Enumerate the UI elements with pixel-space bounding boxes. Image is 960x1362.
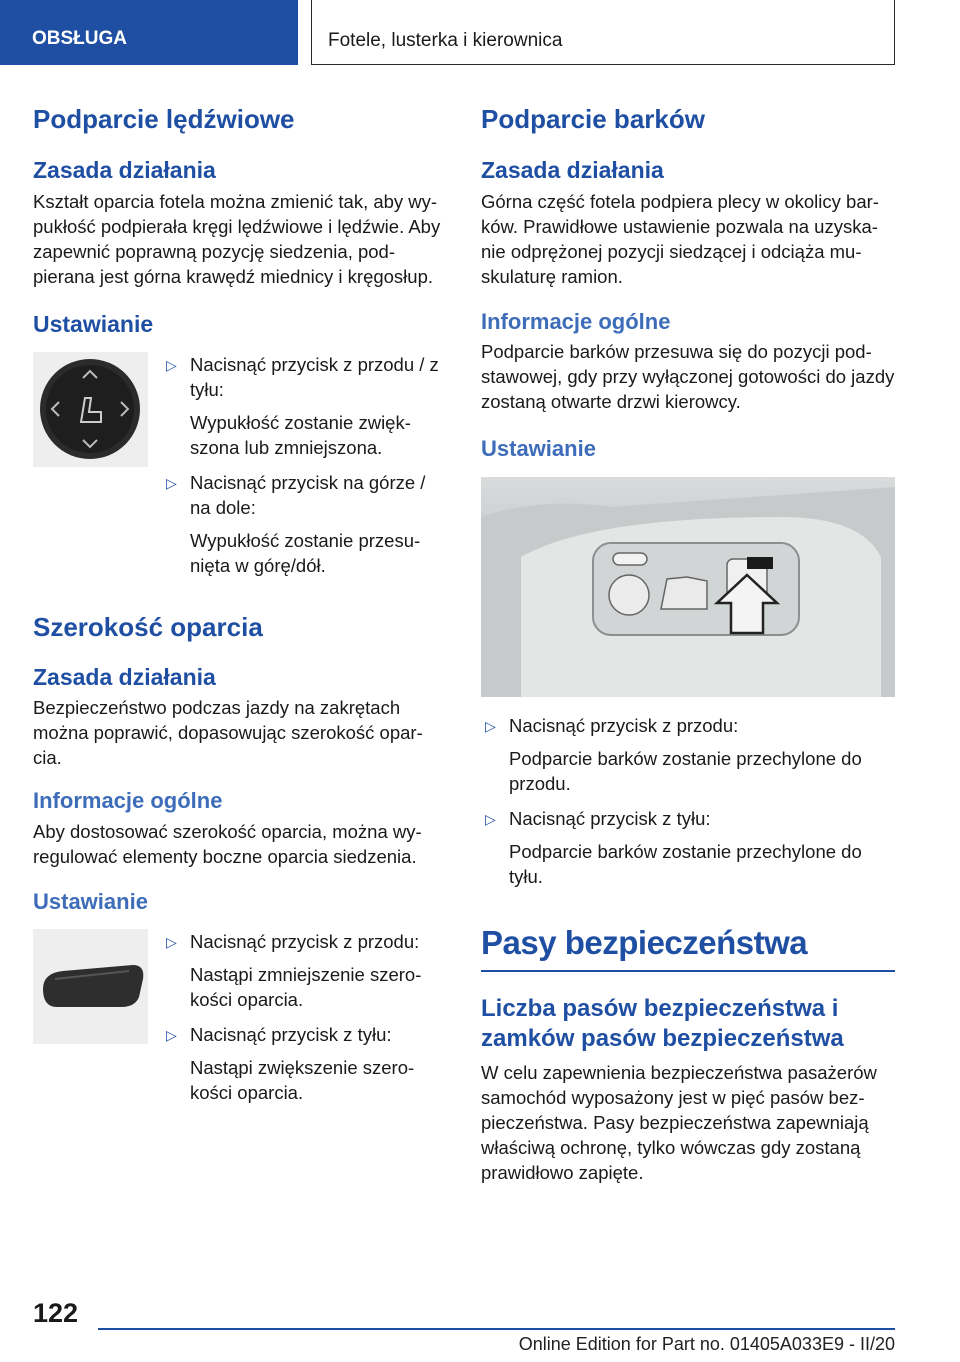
step-action: Nacisnąć przycisk z przodu:	[190, 930, 420, 952]
belts-chapter-title: Pasy bezpieczeństwa	[481, 923, 895, 973]
step-result: Wypukłość zostanie zwiększona lub zmniejszona.	[190, 412, 411, 459]
list-item	[162, 352, 443, 460]
bullet-triangle-icon: ▷	[166, 1026, 177, 1043]
step-result: Nastąpi zmniejszenie szerokości oparcia.	[190, 963, 422, 1010]
seat-switch-illustration-icon	[481, 477, 895, 697]
chapter-title: Fotele, lusterka i kierownica	[311, 0, 895, 65]
step-action: Nacisnąć przycisk z przodu / z tyłu:	[190, 354, 439, 401]
lumbar-dial-icon	[33, 352, 148, 467]
width-general-heading: Informacje ogólne	[33, 788, 223, 814]
step-result: Nastąpi zwiększenie szerokości oparcia.	[190, 1056, 415, 1103]
step-action: Nacisnąć przycisk z tyłu:	[509, 807, 711, 829]
step-result: Podparcie barków zostanie przechylone do przodu.	[509, 747, 862, 794]
left-column	[33, 96, 443, 1105]
step-result: Podparcie barków zostanie przechylone do tyłu.	[509, 840, 862, 887]
lumbar-title: Podparcie lędźwiowe	[33, 104, 295, 134]
list-item	[162, 1022, 443, 1105]
bullet-triangle-icon: ▷	[166, 357, 177, 374]
shoulder-steps	[481, 713, 895, 889]
list-item	[162, 470, 443, 578]
shoulder-title: Podparcie barków	[481, 104, 705, 134]
footer-divider	[98, 1328, 895, 1330]
right-column	[481, 96, 895, 1185]
bullet-triangle-icon: ▷	[166, 933, 177, 950]
lumbar-principle-text: Kształt oparcia fotela można zmienić tak, aby wypukłość podpierała kręgi lędźwiowe i lędźwie. Aby zapewnić poprawną pozycję siedzenia, podpierana jest górna krawędź miednicy i kręgosłup.	[33, 190, 441, 287]
width-principle-heading: Zasada działania	[33, 663, 216, 690]
lumbar-adjust-heading: Ustawianie	[33, 310, 154, 337]
lumbar-control-image	[33, 352, 148, 467]
bullet-triangle-icon: ▷	[485, 717, 496, 734]
belts-heading: Liczba pasów bezpieczeństwa i zamków pasów bezpieczeństwa	[481, 995, 844, 1053]
step-result: Wypukłość zostanie przesunięta w górę/dół.	[190, 530, 421, 577]
width-control-image	[33, 929, 148, 1044]
page-number: 122	[33, 1298, 79, 1328]
footer-edition: Online Edition for Part no. 01405A033E9 - II/20	[518, 1334, 895, 1354]
width-adjust-heading: Ustawianie	[33, 888, 148, 914]
lumbar-principle-heading: Zasada działania	[33, 157, 216, 184]
list-item	[481, 713, 895, 796]
shoulder-adjust-heading: Ustawianie	[481, 436, 596, 462]
list-item	[162, 929, 443, 1012]
width-button-icon	[33, 929, 148, 1044]
shoulder-principle-heading: Zasada działania	[481, 157, 664, 184]
section-tab: OBSŁUGA	[0, 0, 298, 65]
belts-text: W celu zapewnienia bezpieczeństwa pasażerów samochód wyposażony jest w pięć pasów bezpieczeństwa. Pasy bezpieczeństwa zapewniają właściwą ochronę, tylko wówczas gdy zostaną prawidłowo zapięte.	[481, 1062, 877, 1184]
width-adjust-block	[33, 929, 443, 1105]
shoulder-general-heading: Informacje ogólne	[481, 308, 671, 334]
width-principle-text: Bezpieczeństwo podczas jazdy na zakrętach można poprawić, dopasowując szerokość oparcia.	[33, 697, 423, 769]
lumbar-steps	[162, 352, 443, 578]
width-title: Szerokość oparcia	[33, 612, 263, 643]
step-action: Nacisnąć przycisk z przodu:	[509, 714, 739, 736]
shoulder-general-text: Podparcie barków przesuwa się do pozycji podstawowej, gdy przy wyłączonej gotowości do jazdy zostaną otwarte drzwi kierowcy.	[481, 341, 895, 413]
step-action: Nacisnąć przycisk na górze / na dole:	[190, 472, 426, 519]
bullet-triangle-icon: ▷	[166, 475, 177, 492]
shoulder-principle-text: Górna część fotela podpiera plecy w okolicy barków. Prawidłowe ustawienie pozwala na uzyskanie odprężonej pozycji siedzącej i odciąża muskulaturę ramion.	[481, 190, 879, 287]
width-general-text: Aby dostosować szerokość oparcia, można wyregulować elementy boczne oparcia siedzenia.	[33, 820, 422, 867]
lumbar-adjust-block	[33, 352, 443, 578]
bullet-triangle-icon: ▷	[485, 810, 496, 827]
seat-switch-image	[481, 477, 895, 697]
step-action: Nacisnąć przycisk z tyłu:	[190, 1023, 392, 1045]
width-steps	[162, 929, 443, 1105]
list-item	[481, 806, 895, 889]
